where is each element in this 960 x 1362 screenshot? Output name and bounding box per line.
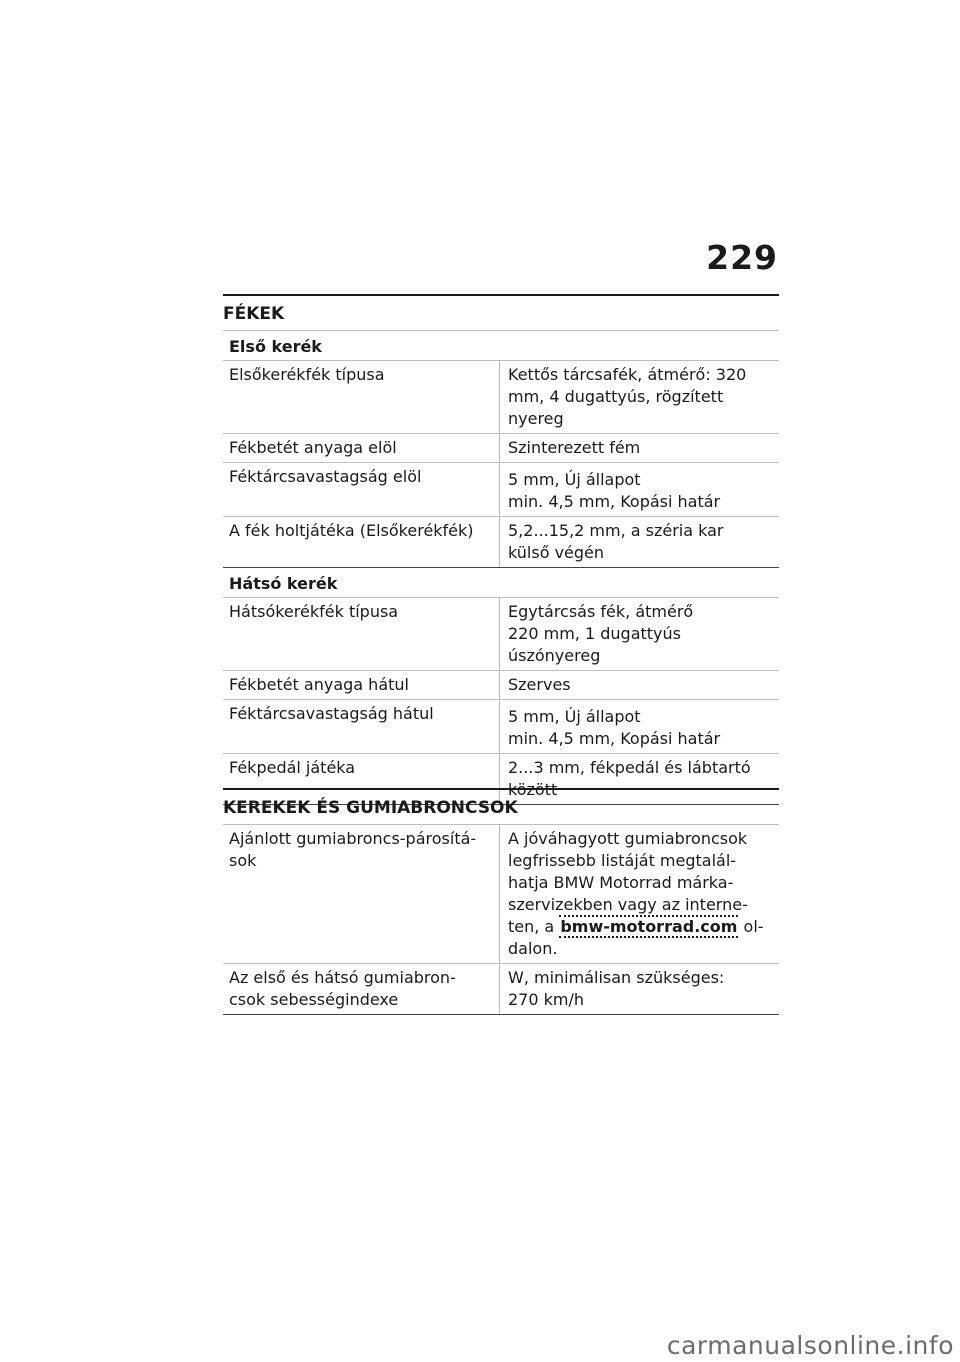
- value-line: min. 4,5 mm, Kopási határ: [508, 492, 721, 511]
- value-line: 5 mm, Új állapot: [508, 707, 641, 726]
- row-value: [500, 517, 779, 567]
- value-line: úszónyereg: [508, 646, 601, 665]
- row-label: Fékbetét anyaga hátul: [223, 671, 500, 699]
- row-label: A fék holtjátéka (Elsőkerékfék): [223, 517, 500, 567]
- table-row: [223, 597, 779, 670]
- row-label: Féktárcsavastagság elöl: [223, 463, 500, 516]
- label-line: sok: [229, 851, 257, 870]
- label-line: Az első és hátsó gumiabron-: [229, 968, 456, 987]
- row-value: [500, 598, 779, 670]
- row-label: Elsőkerékfék típusa: [223, 361, 500, 433]
- value-line: hatja BMW Motorrad márka-: [508, 873, 734, 892]
- row-label: Fékpedál játéka: [223, 754, 500, 804]
- value-text: ten, a: [508, 917, 560, 936]
- value-line: legfrissebb listáját megtalál-: [508, 851, 737, 870]
- row-value: [500, 463, 779, 516]
- label-line: csok sebességindexe: [229, 990, 399, 1009]
- row-value: [500, 434, 779, 462]
- table-row: [223, 824, 779, 963]
- row-value: [500, 700, 779, 753]
- value-line: 2...3 mm, fékpedál és lábtartó: [508, 758, 751, 777]
- wheels-title: KEREKEK ÉS GUMIABRONCSOK: [223, 788, 779, 824]
- value-line: Szerves: [508, 675, 571, 694]
- watermark: carmanualsonline.info: [666, 1331, 954, 1360]
- brakes-section: [223, 294, 779, 805]
- value-line: 270 km/h: [508, 990, 585, 1009]
- value-line: között: [508, 780, 558, 799]
- table-end-divider: [223, 1014, 779, 1015]
- table-row: [223, 699, 779, 753]
- value-line: min. 4,5 mm, Kopási határ: [508, 729, 721, 748]
- value-line: 220 mm, 1 dugattyús: [508, 624, 681, 643]
- value-line: nyereg: [508, 409, 564, 428]
- value-line: külső végén: [508, 543, 605, 562]
- row-value: [500, 671, 779, 699]
- value-line: A jóváhagyott gumiabroncsok: [508, 829, 748, 848]
- value-line: 5 mm, Új állapot: [508, 470, 641, 489]
- row-label: [223, 964, 500, 1014]
- table-row: [223, 670, 779, 699]
- value-text: ol-: [738, 917, 764, 936]
- wheels-section: [223, 788, 779, 1015]
- value-line: Kettős tárcsafék, átmérő: 320: [508, 365, 747, 384]
- label-line: Ajánlott gumiabroncs-párosítá-: [229, 829, 477, 848]
- value-line: [508, 916, 773, 938]
- row-label: Féktárcsavastagság hátul: [223, 700, 500, 753]
- row-label: Hátsókerékfék típusa: [223, 598, 500, 670]
- page-number: 229: [706, 238, 778, 277]
- table-row: [223, 433, 779, 462]
- value-line: szervizekben vagy az interne-: [508, 895, 748, 914]
- value-line: Szinterezett fém: [508, 438, 641, 457]
- table-row: [223, 963, 779, 1014]
- front-wheel-heading: Első kerék: [223, 330, 779, 360]
- row-value: [500, 361, 779, 433]
- row-value: [500, 825, 779, 963]
- value-line: mm, 4 dugattyús, rögzített: [508, 387, 724, 406]
- brakes-title: FÉKEK: [223, 294, 779, 330]
- value-line: Egytárcsás fék, átmérő: [508, 602, 694, 621]
- value-line: dalon.: [508, 939, 558, 958]
- row-label: Fékbetét anyaga elöl: [223, 434, 500, 462]
- bmw-motorrad-link[interactable]: bmw-motorrad.com: [560, 917, 738, 936]
- value-line: 5,2...15,2 mm, a széria kar: [508, 521, 724, 540]
- row-value: [500, 964, 779, 1014]
- table-row: [223, 462, 779, 516]
- rear-wheel-heading: Hátsó kerék: [223, 567, 779, 597]
- row-label: [223, 825, 500, 963]
- table-row: [223, 516, 779, 567]
- value-line: W, minimálisan szükséges:: [508, 968, 725, 987]
- table-row: [223, 360, 779, 433]
